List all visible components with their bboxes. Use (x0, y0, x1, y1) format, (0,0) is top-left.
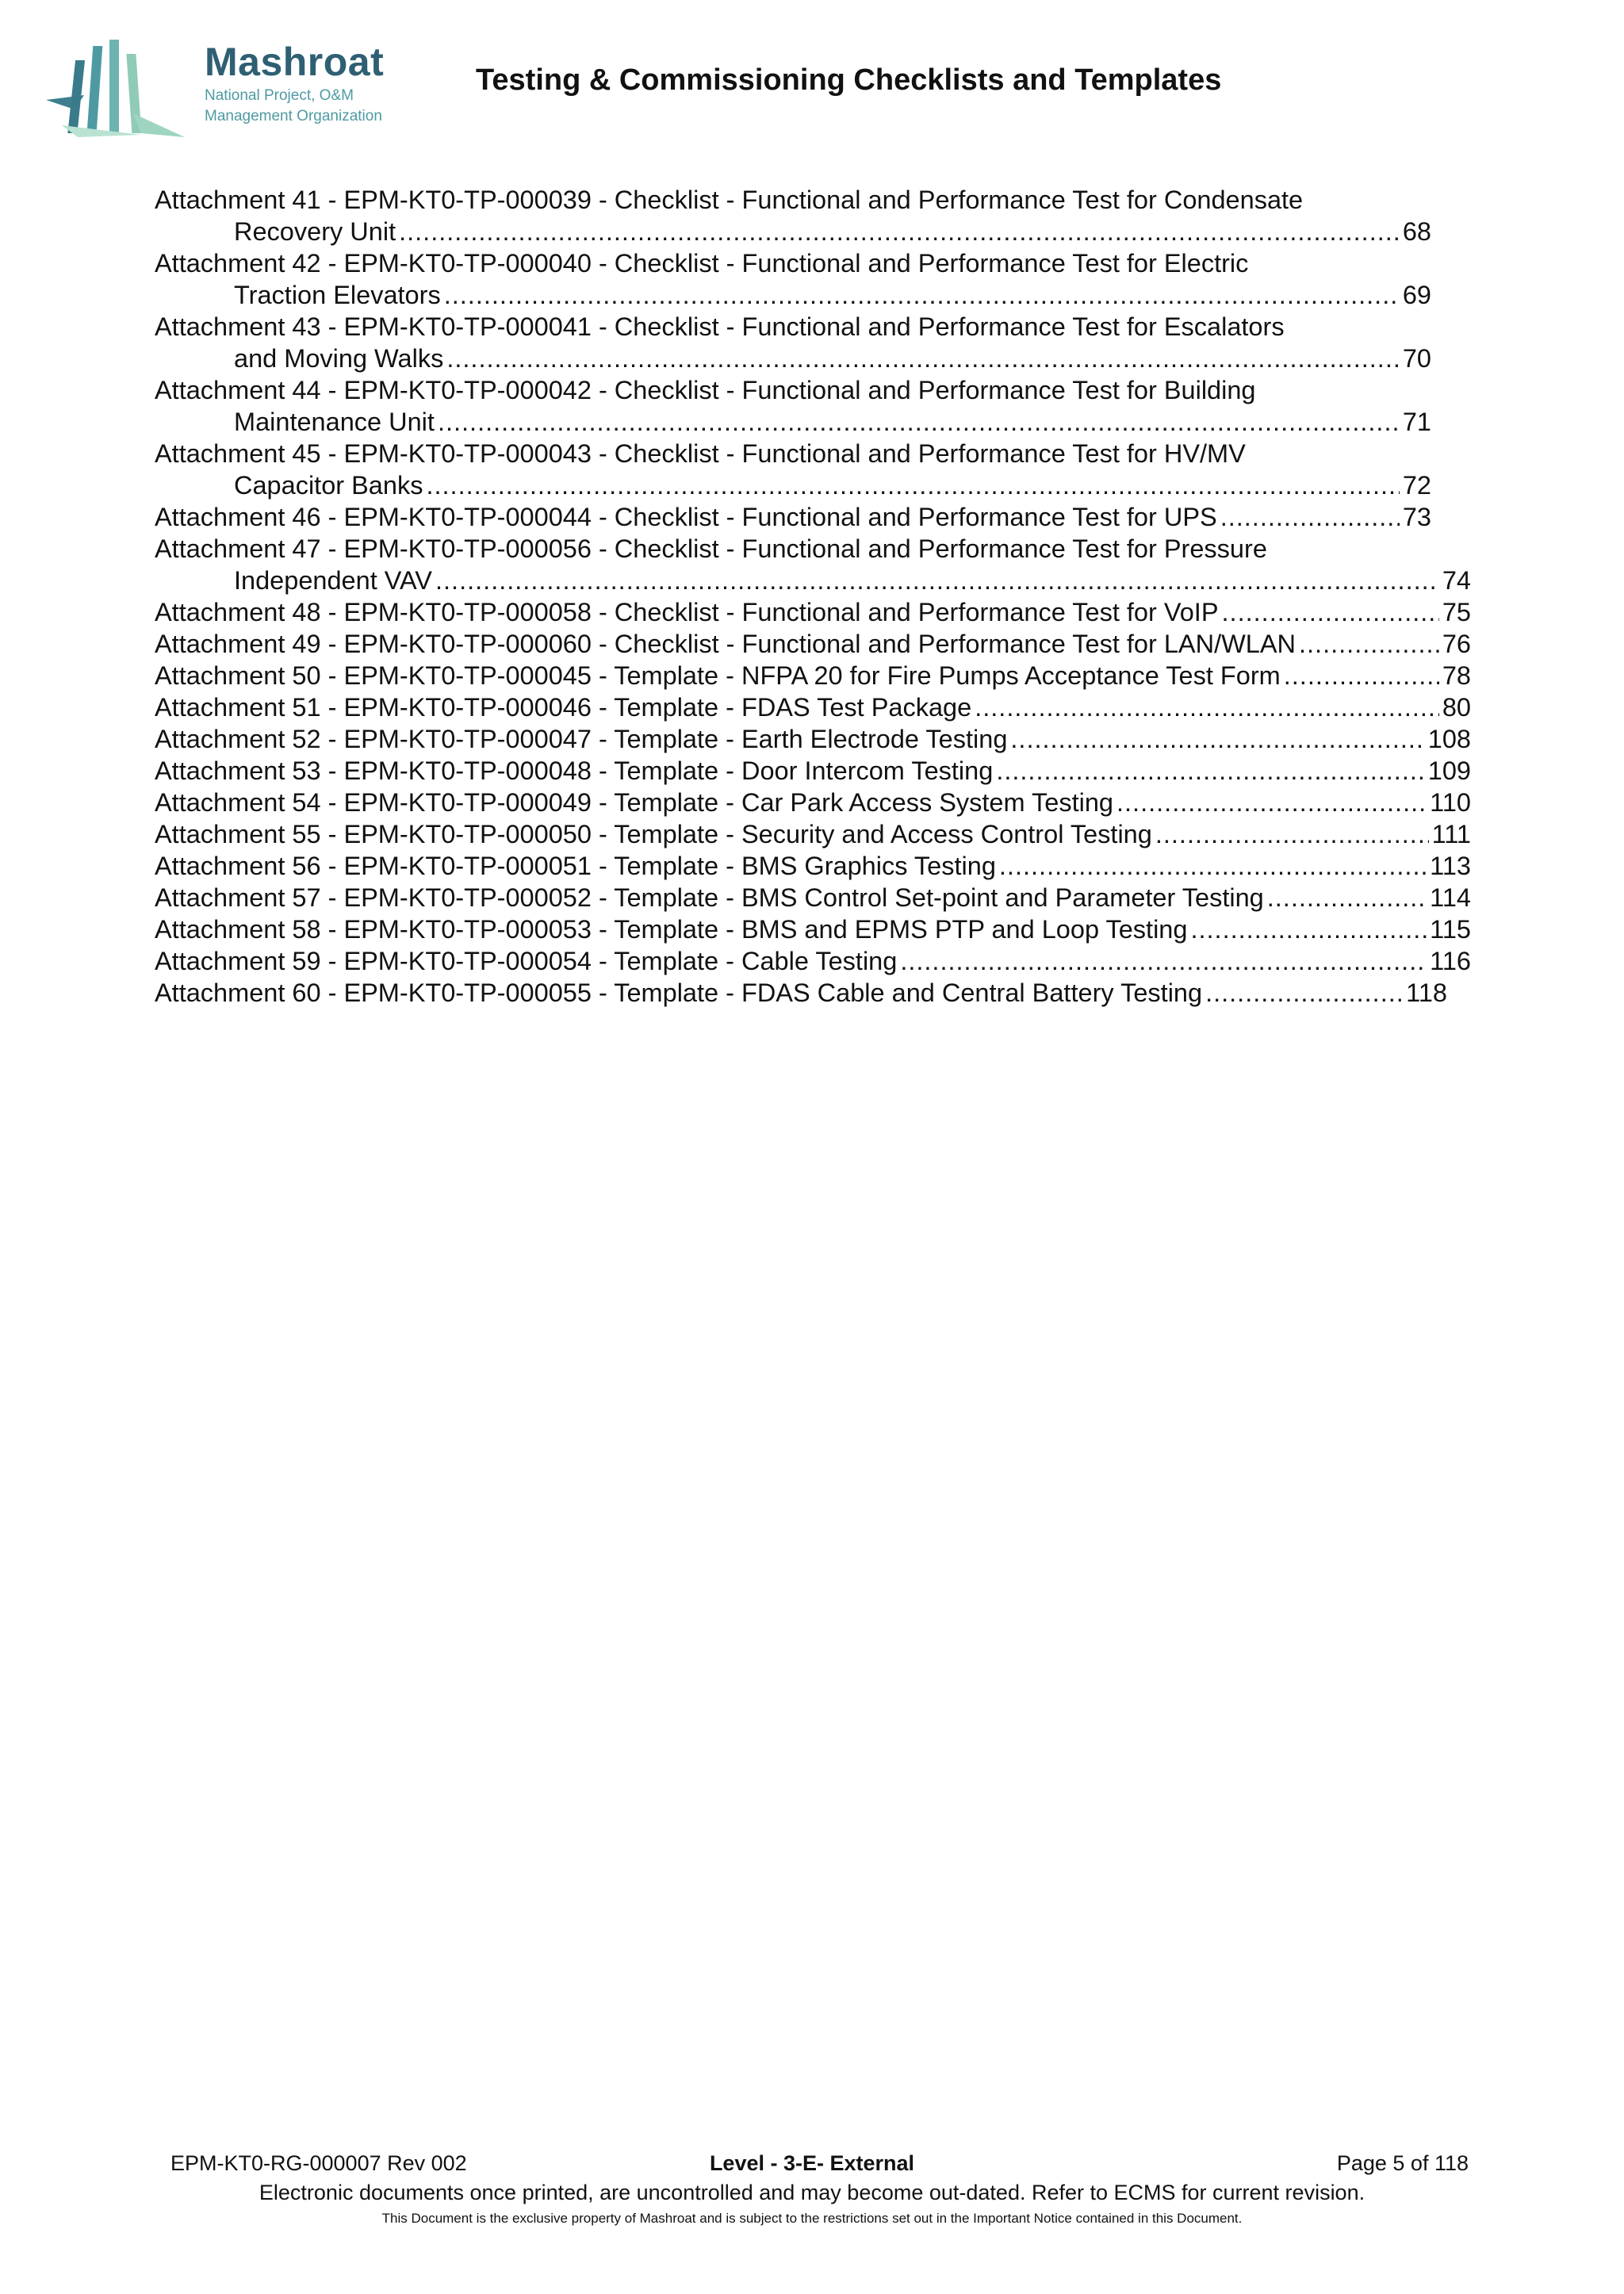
dot-leader (435, 565, 1439, 596)
toc-entry-text: Attachment 53 - EPM-KT0-TP-000048 - Template - Door Intercom Testing (155, 756, 994, 785)
toc-page-number: 72 (1402, 471, 1431, 500)
toc-page-number: 110 (1430, 788, 1471, 817)
toc-entry-44[interactable] (155, 374, 1471, 438)
dot-leader (399, 216, 1400, 247)
toc-page-number: 75 (1442, 598, 1471, 626)
footer-property-notice: This Document is the exclusive property of Mashroat and is subject to the restrictions set out in the Important Notice contained in this Document. (381, 2211, 1243, 2226)
dot-leader (1205, 977, 1403, 1009)
toc-entry-text: Attachment 60 - EPM-KT0-TP-000055 - Template - FDAS Cable and Central Battery Testing (155, 978, 1203, 1007)
footer-doc-ref: EPM-KT0-RG-000007 Rev 002 (170, 2151, 467, 2175)
dot-leader (1222, 596, 1439, 628)
toc-entry-text: Attachment 48 - EPM-KT0-TP-000058 - Checklist - Functional and Performance Test for VoIP (155, 598, 1219, 626)
dot-leader (999, 850, 1427, 882)
toc-page-number: 68 (1402, 217, 1431, 246)
dot-leader (1299, 628, 1439, 660)
toc-entry-text: Attachment 57 - EPM-KT0-TP-000052 - Template - BMS Control Set-point and Parameter Testing (155, 883, 1264, 912)
toc-page-number: 78 (1442, 661, 1471, 690)
toc-entry-46[interactable] (155, 501, 1471, 533)
toc-entry-text: Attachment 46 - EPM-KT0-TP-000044 - Checklist - Functional and Performance Test for UPS (155, 503, 1217, 531)
dot-leader (1116, 787, 1427, 818)
toc-page-number: 118 (1406, 978, 1447, 1007)
toc-entry-59[interactable] (155, 945, 1471, 977)
toc-page-number: 108 (1427, 725, 1471, 753)
footer-level: Level - 3-E- External (709, 2151, 915, 2175)
toc-page-number: 113 (1430, 852, 1471, 880)
toc-entry-45[interactable] (155, 438, 1471, 501)
toc-entry-60[interactable] (155, 977, 1471, 1009)
dot-leader (438, 406, 1400, 438)
logo-name: Mashroat (205, 40, 385, 84)
footer-disclaimer: Electronic documents once printed, are uncontrolled and may become out-dated. Refer to ECMS for current revision. (259, 2181, 1365, 2204)
toc-entry-text: Attachment 43 - EPM-KT0-TP-000041 - Checklist - Functional and Performance Test for Escalators (155, 312, 1285, 341)
dot-leader (1190, 913, 1427, 945)
toc-entry-43[interactable] (155, 311, 1471, 374)
toc-entry-text-cont: Capacitor Banks (234, 471, 423, 500)
dot-leader (1010, 723, 1424, 755)
toc-page-number: 69 (1402, 281, 1431, 309)
toc-page-number: 76 (1442, 630, 1471, 658)
mashroat-logo (46, 38, 411, 145)
toc-entry-54[interactable] (155, 787, 1471, 818)
toc-entry-text: Attachment 54 - EPM-KT0-TP-000049 - Template - Car Park Access System Testing (155, 788, 1113, 817)
toc-entry-41[interactable] (155, 184, 1471, 247)
toc-page-number: 73 (1402, 503, 1431, 531)
page-title: Testing & Commissioning Checklists and Templates (476, 63, 1222, 97)
toc-entry-51[interactable] (155, 691, 1471, 723)
dot-leader (446, 343, 1400, 374)
toc-entry-42[interactable] (155, 247, 1471, 311)
toc-entry-text: Attachment 55 - EPM-KT0-TP-000050 - Template - Security and Access Control Testing (155, 820, 1152, 848)
dot-leader (900, 945, 1427, 977)
toc-page-number: 115 (1430, 915, 1471, 944)
footer-page-number: Page 5 of 118 (1336, 2151, 1469, 2175)
dot-leader (426, 469, 1399, 501)
toc-page-number: 116 (1430, 947, 1471, 975)
toc-entry-text: Attachment 50 - EPM-KT0-TP-000045 - Template - NFPA 20 for Fire Pumps Acceptance Test Form (155, 661, 1281, 690)
toc-page-number: 80 (1442, 693, 1471, 722)
table-of-contents (155, 184, 1471, 1009)
toc-entry-58[interactable] (155, 913, 1471, 945)
toc-entry-text: Attachment 58 - EPM-KT0-TP-000053 - Template - BMS and EPMS PTP and Loop Testing (155, 915, 1188, 944)
toc-page-number: 114 (1430, 883, 1471, 912)
toc-entry-text: Attachment 59 - EPM-KT0-TP-000054 - Template - Cable Testing (155, 947, 898, 975)
toc-page-number: 111 (1431, 820, 1471, 848)
toc-entry-52[interactable] (155, 723, 1471, 755)
toc-entry-text: Attachment 45 - EPM-KT0-TP-000043 - Checklist - Functional and Performance Test for HV/MV (155, 439, 1246, 468)
toc-entry-text: Attachment 49 - EPM-KT0-TP-000060 - Checklist - Functional and Performance Test for LAN/WLAN (155, 630, 1296, 658)
toc-entry-text-cont: and Moving Walks (234, 344, 444, 373)
toc-page-number: 74 (1442, 566, 1471, 595)
toc-entry-50[interactable] (155, 660, 1471, 691)
toc-entry-text: Attachment 56 - EPM-KT0-TP-000051 - Template - BMS Graphics Testing (155, 852, 996, 880)
toc-page-number: 109 (1427, 756, 1471, 785)
logo-subtitle-2: Management Organization (205, 108, 382, 124)
dot-leader (975, 691, 1439, 723)
mashroat-logo-mark-icon (46, 38, 197, 145)
toc-entry-text-cont: Maintenance Unit (234, 408, 435, 436)
toc-entry-text: Attachment 52 - EPM-KT0-TP-000047 - Template - Earth Electrode Testing (155, 725, 1008, 753)
dot-leader (1267, 882, 1427, 913)
toc-entry-text-cont: Traction Elevators (234, 281, 441, 309)
toc-entry-text: Attachment 44 - EPM-KT0-TP-000042 - Checklist - Functional and Performance Test for Building (155, 376, 1256, 404)
toc-entry-text: Attachment 47 - EPM-KT0-TP-000056 - Checklist - Functional and Performance Test for Pressure (155, 534, 1267, 563)
toc-entry-text-cont: Recovery Unit (234, 217, 396, 246)
dot-leader (1220, 501, 1400, 533)
dot-leader (996, 755, 1424, 787)
toc-page-number: 71 (1402, 408, 1431, 436)
dot-leader (1284, 660, 1439, 691)
toc-entry-text: Attachment 42 - EPM-KT0-TP-000040 - Checklist - Functional and Performance Test for Electric (155, 249, 1249, 278)
logo-subtitle-1: National Project, O&M (205, 87, 354, 104)
toc-entry-53[interactable] (155, 755, 1471, 787)
toc-page-number: 70 (1402, 344, 1431, 373)
toc-entry-56[interactable] (155, 850, 1471, 882)
dot-leader (444, 279, 1400, 311)
toc-entry-55[interactable] (155, 818, 1471, 850)
toc-entry-57[interactable] (155, 882, 1471, 913)
toc-entry-text-cont: Independent VAV (234, 566, 432, 595)
toc-entry-text: Attachment 51 - EPM-KT0-TP-000046 - Template - FDAS Test Package (155, 693, 972, 722)
toc-entry-49[interactable] (155, 628, 1471, 660)
dot-leader (1155, 818, 1429, 850)
toc-entry-text: Attachment 41 - EPM-KT0-TP-000039 - Checklist - Functional and Performance Test for Condensate (155, 186, 1304, 214)
toc-entry-47[interactable] (155, 533, 1471, 596)
toc-entry-48[interactable] (155, 596, 1471, 628)
